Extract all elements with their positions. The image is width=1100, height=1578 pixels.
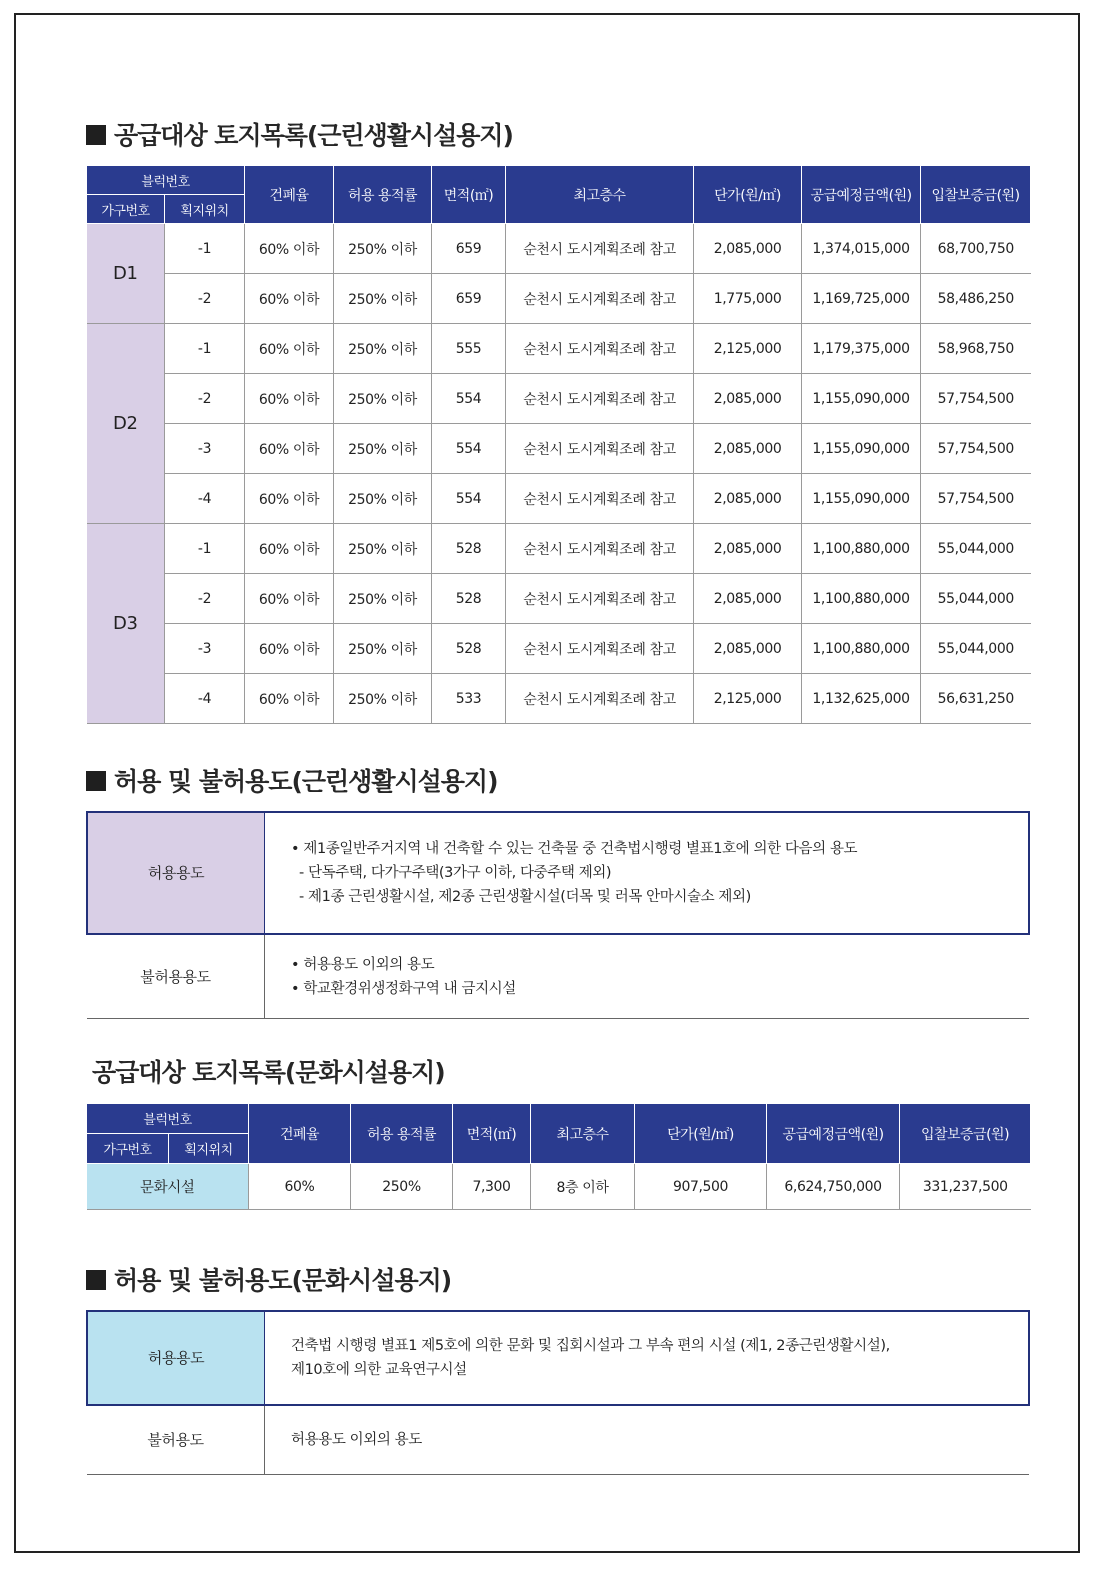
block-cell: D1 [87, 224, 165, 324]
section-title: 허용 및 불허용도(문화시설용지) [86, 1261, 1030, 1297]
bcr-cell: 60% 이하 [245, 674, 334, 724]
header-area: 면적(㎡) [453, 1104, 531, 1164]
disallowed-line: 허용용도 이외의 용도 [291, 1432, 422, 1448]
lot-cell: -1 [165, 324, 245, 374]
far-cell: 250% 이하 [334, 224, 432, 274]
disallowed-line: • 허용용도 이외의 용도 [291, 956, 435, 973]
far-cell: 250% 이하 [334, 624, 432, 674]
header-floors: 최고층수 [506, 166, 694, 224]
allowed-line: 건축법 시행령 별표1 제5호에 의한 문화 및 집회시설과 그 부속 편의 시설 (제1, 2종근린생활시설), [291, 1338, 890, 1354]
floors-cell: 순천시 도시계획조례 참고 [506, 674, 694, 724]
bcr-cell: 60% 이하 [245, 274, 334, 324]
allowed-line: - 단독주택, 다가구주택(3가구 이하, 다중주택 제외) [299, 865, 612, 881]
section-residential-usage [86, 762, 1030, 1019]
far-cell: 250% 이하 [334, 524, 432, 574]
deposit-cell: 55,044,000 [921, 574, 1031, 624]
floors-cell: 순천시 도시계획조례 참고 [506, 524, 694, 574]
section-cultural-usage [86, 1261, 1030, 1475]
section-title: 허용 및 불허용도(근린생활시설용지) [86, 762, 1030, 798]
disallowed-label: 불허용용도 [87, 934, 265, 1019]
far-cell: 250% 이하 [334, 424, 432, 474]
unit-price-cell: 2,085,000 [694, 624, 802, 674]
floors-cell: 순천시 도시계획조례 참고 [506, 424, 694, 474]
allowed-row [87, 1311, 1029, 1405]
square-bullet-icon [86, 125, 106, 145]
bcr-cell: 60% 이하 [245, 324, 334, 374]
unit-price-cell: 2,085,000 [694, 474, 802, 524]
header-block-group: 블럭번호 [87, 166, 245, 195]
allowed-label: 허용용도 [87, 812, 265, 934]
lot-cell: -4 [165, 674, 245, 724]
header-area: 면적(㎡) [432, 166, 506, 224]
area-cell: 554 [432, 374, 506, 424]
square-bullet-icon [86, 771, 106, 791]
floors-cell: 순천시 도시계획조례 참고 [506, 324, 694, 374]
unit-price-cell: 2,085,000 [694, 424, 802, 474]
section-cultural-land-list [86, 1053, 1030, 1210]
header-block-group: 블럭번호 [87, 1104, 249, 1134]
supply-price-cell: 1,155,090,000 [802, 474, 921, 524]
bcr-cell: 60% 이하 [245, 374, 334, 424]
header-deposit: 입찰보증금(원) [921, 166, 1031, 224]
supply-price-cell: 1,179,375,000 [802, 324, 921, 374]
disallowed-text [265, 934, 1030, 1019]
residential-land-table [86, 165, 1031, 724]
deposit-cell: 55,044,000 [921, 524, 1031, 574]
lot-cell: -4 [165, 474, 245, 524]
table-row [87, 224, 1031, 274]
table-row [87, 524, 1031, 574]
area-cell: 528 [432, 624, 506, 674]
allowed-text [265, 812, 1030, 934]
allowed-line: • 제1종일반주거지역 내 건축할 수 있는 건축물 중 건축법시행령 별표1호에 의한 다음의 용도 [291, 841, 858, 857]
unit-price-cell: 2,125,000 [694, 674, 802, 724]
far-cell: 250% 이하 [334, 574, 432, 624]
header-lot: 획지위치 [165, 195, 245, 224]
section-residential-land-list [86, 116, 1030, 724]
header-supply-price: 공급예정금액(원) [767, 1104, 900, 1164]
table-row [87, 474, 1031, 524]
cultural-usage-table [86, 1310, 1030, 1475]
unit-price-cell: 2,125,000 [694, 324, 802, 374]
supply-price-cell: 1,132,625,000 [802, 674, 921, 724]
deposit-cell: 57,754,500 [921, 424, 1031, 474]
area-cell: 659 [432, 224, 506, 274]
header-unit-price: 단가(원/㎡) [694, 166, 802, 224]
far-cell: 250% 이하 [334, 274, 432, 324]
lot-cell: -1 [165, 224, 245, 274]
unit-price-cell: 907,500 [635, 1164, 767, 1210]
unit-price-cell: 1,775,000 [694, 274, 802, 324]
block-cell: D2 [87, 324, 165, 524]
allowed-label: 허용용도 [87, 1311, 265, 1405]
deposit-cell: 57,754,500 [921, 474, 1031, 524]
bcr-cell: 60% 이하 [245, 624, 334, 674]
bcr-cell: 60% 이하 [245, 524, 334, 574]
header-household: 가구번호 [87, 1134, 169, 1164]
table-header [87, 166, 1031, 224]
unit-price-cell: 2,085,000 [694, 524, 802, 574]
supply-price-cell: 1,155,090,000 [802, 424, 921, 474]
floors-cell: 순천시 도시계획조례 참고 [506, 574, 694, 624]
supply-price-cell: 1,100,880,000 [802, 524, 921, 574]
supply-price-cell: 1,374,015,000 [802, 224, 921, 274]
area-cell: 555 [432, 324, 506, 374]
floors-cell: 순천시 도시계획조례 참고 [506, 224, 694, 274]
lot-cell: -1 [165, 524, 245, 574]
header-floors: 최고층수 [531, 1104, 635, 1164]
deposit-cell: 56,631,250 [921, 674, 1031, 724]
allowed-text [265, 1311, 1030, 1405]
header-deposit: 입찰보증금(원) [900, 1104, 1031, 1164]
area-cell: 7,300 [453, 1164, 531, 1210]
table-row [87, 674, 1031, 724]
allowed-row [87, 812, 1029, 934]
unit-price-cell: 2,085,000 [694, 574, 802, 624]
cultural-land-table [86, 1103, 1031, 1210]
bcr-cell: 60% 이하 [245, 224, 334, 274]
far-cell: 250% 이하 [334, 674, 432, 724]
section-title: 공급대상 토지목록(문화시설용지) [92, 1058, 445, 1087]
table-row [87, 1164, 1031, 1210]
header-bcr: 건폐율 [245, 166, 334, 224]
header-supply-price: 공급예정금액(원) [802, 166, 921, 224]
supply-price-cell: 1,155,090,000 [802, 374, 921, 424]
area-cell: 533 [432, 674, 506, 724]
area-cell: 528 [432, 574, 506, 624]
floors-cell: 8층 이하 [531, 1164, 635, 1210]
header-bcr: 건폐율 [249, 1104, 351, 1164]
deposit-cell: 57,754,500 [921, 374, 1031, 424]
lot-cell: -3 [165, 624, 245, 674]
unit-price-cell: 2,085,000 [694, 374, 802, 424]
disallowed-text [265, 1405, 1030, 1475]
table-row [87, 574, 1031, 624]
floors-cell: 순천시 도시계획조례 참고 [506, 274, 694, 324]
block-cell: 문화시설 [87, 1164, 249, 1210]
header-lot: 획지위치 [169, 1134, 249, 1164]
far-cell: 250% [351, 1164, 453, 1210]
table-row [87, 324, 1031, 374]
disallowed-row [87, 1405, 1029, 1475]
lot-cell: -2 [165, 274, 245, 324]
floors-cell: 순천시 도시계획조례 참고 [506, 624, 694, 674]
unit-price-cell: 2,085,000 [694, 224, 802, 274]
supply-price-cell: 1,169,725,000 [802, 274, 921, 324]
residential-usage-table [86, 811, 1030, 1019]
deposit-cell: 68,700,750 [921, 224, 1031, 274]
area-cell: 528 [432, 524, 506, 574]
bcr-cell: 60% 이하 [245, 424, 334, 474]
header-far: 허용 용적률 [334, 166, 432, 224]
disallowed-line: • 학교환경위생정화구역 내 금지시설 [291, 980, 516, 997]
square-bullet-icon [86, 1270, 106, 1290]
block-cell: D3 [87, 524, 165, 724]
deposit-cell: 58,486,250 [921, 274, 1031, 324]
deposit-cell: 55,044,000 [921, 624, 1031, 674]
table-row [87, 424, 1031, 474]
far-cell: 250% 이하 [334, 474, 432, 524]
far-cell: 250% 이하 [334, 324, 432, 374]
lot-cell: -3 [165, 424, 245, 474]
bcr-cell: 60% 이하 [245, 474, 334, 524]
allowed-line: - 제1종 근린생활시설, 제2종 근린생활시설(더목 및 러목 안마시술소 제외) [299, 889, 751, 905]
floors-cell: 순천시 도시계획조례 참고 [506, 374, 694, 424]
disallowed-row [87, 934, 1029, 1019]
disallowed-label: 불허용도 [87, 1405, 265, 1475]
allowed-line: 제10호에 의한 교육연구시설 [291, 1362, 467, 1378]
table-row [87, 374, 1031, 424]
area-cell: 554 [432, 474, 506, 524]
lot-cell: -2 [165, 574, 245, 624]
table-row [87, 624, 1031, 674]
table-row [87, 274, 1031, 324]
deposit-cell: 331,237,500 [900, 1164, 1031, 1210]
area-cell: 659 [432, 274, 506, 324]
deposit-cell: 58,968,750 [921, 324, 1031, 374]
table-header [87, 1104, 1031, 1164]
lot-cell: -2 [165, 374, 245, 424]
supply-price-cell: 1,100,880,000 [802, 624, 921, 674]
floors-cell: 순천시 도시계획조례 참고 [506, 474, 694, 524]
header-household: 가구번호 [87, 195, 165, 224]
header-unit-price: 단가(원/㎡) [635, 1104, 767, 1164]
area-cell: 554 [432, 424, 506, 474]
supply-price-cell: 6,624,750,000 [767, 1164, 900, 1210]
bcr-cell: 60% 이하 [245, 574, 334, 624]
supply-price-cell: 1,100,880,000 [802, 574, 921, 624]
section-title: 공급대상 토지목록(근린생활시설용지) [86, 116, 1030, 152]
header-far: 허용 용적률 [351, 1104, 453, 1164]
far-cell: 250% 이하 [334, 374, 432, 424]
bcr-cell: 60% [249, 1164, 351, 1210]
